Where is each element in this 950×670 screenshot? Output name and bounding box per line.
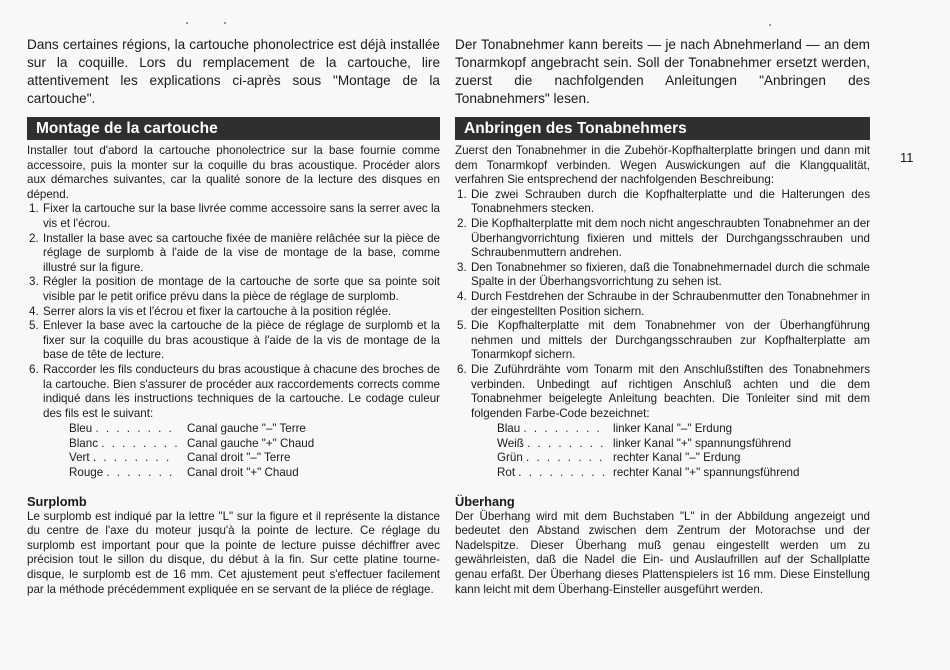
list-item: 2. Die Kopfhalterplatte mit dem noch nicht angeschraubten Tonabnehmer an der Überhangvorrichtung fixieren und mittels der Durchgangsschrauben und Schraubenmuttern andrehen. xyxy=(457,216,870,260)
wire-color-row: Blanc . . . . . . . . Canal gauche "+" Chaud xyxy=(69,436,315,450)
german-wire-color-table xyxy=(497,422,870,480)
french-wire-color-table xyxy=(69,422,440,480)
list-item: 5. Enlever la base avec la cartouche de la pièce de réglage de surplomb et la fixer sur la coquille du bras acoustique à l'aide de la vis de montage de la base de tête de lecture. xyxy=(29,319,440,362)
scan-speck xyxy=(224,22,226,24)
french-intro: Dans certaines régions, la cartouche phonolectrice est déjà installée sur la coquille. Lors du remplacement de la cartouche, lire attentivement les explications ci-après sous "Montage de la cartouche". xyxy=(27,37,440,106)
german-section-heading: Anbringen des Tonabnehmers xyxy=(455,117,870,140)
wire-color-row: Bleu . . . . . . . . Canal gauche "–" Terre xyxy=(69,422,306,436)
german-subheading: Überhang xyxy=(455,493,515,509)
wire-color-row: Rot . . . . . . . . . rechter Kanal "+" spannungsführend xyxy=(497,466,800,480)
german-intro: Der Tonabnehmer kann bereits — je nach Abnehmerland — an dem Tonarmkopf angebracht sein. Soll der Tonabnehmer ersetzt werden, zuerst die nachfolgenden Anleitungen "Anbringen des Tonabnehmers" lesen. xyxy=(455,37,870,106)
list-item: 1. Fixer la cartouche sur la base livrée comme accessoire sans la serrer avec la vis et l'écrou. xyxy=(29,202,440,230)
list-item: 5. Die Kopfhalterplatte mit dem Tonabnehmer von der Überhangführung nehmen und mittels der Durchgangsschrauben zur Kopfhalterplatte am Tonarmkopf sichern. xyxy=(457,319,870,362)
german-column xyxy=(455,36,870,597)
wire-color-row: Weiß . . . . . . . . linker Kanal "+" spannungsführend xyxy=(497,436,792,450)
scan-speck xyxy=(186,22,188,24)
list-item: 3. Den Tonabnehmer so fixieren, daß die Tonabnehmernadel durch die schmale Spalte in der Überhangsvorrichtung zu sehen ist. xyxy=(457,260,870,289)
french-steps-list xyxy=(27,202,440,421)
german-overhang-text: Der Überhang wird mit dem Buchstaben "L" in der Abbildung angezeigt und bedeutet den Abstand zwischen dem Zentrum der Motorachse und der Nadelspitze. Dieser Überhang muß genau eingestellt werden um zu gewährleisten, daß die Nadel die Ein- und Auslaufrillen auf der Schallplatte genau erfaßt. Der Überhang dieses Plattenspielers ist 16 mm. Diese Einstellung kann leicht mit dem Überhang-Einsteller ausgeführt werden. xyxy=(455,509,870,596)
french-subheading: Surplomb xyxy=(27,493,87,509)
list-item: 3. Régler la position de montage de la cartouche de sorte que sa pointe soit visible par le petit orifice prévu dans la pièce de réglage de surplomb. xyxy=(29,275,440,303)
page-number: 11 xyxy=(900,150,914,165)
german-lead-paragraph: Zuerst den Tonabnehmer in die Zubehör-Kopfhalterplatte bringen und dann mit dem Tonarmkopf verbinden. Wegen Auswickungen auf die Klangqualität, verfahren Sie entsprechend der nachfolgenden Beschreibung: xyxy=(455,144,870,187)
wire-color-row: Grün . . . . . . . . rechter Kanal "–" Erdung xyxy=(497,451,741,465)
french-section-heading: Montage de la cartouche xyxy=(27,117,440,140)
french-lead-paragraph: Installer tout d'abord la cartouche phonolectrice sur la base fournie comme accessoire, puis la monter sur la coquille du bras acoustique. Procéder alors aux démarches suivantes, car la qualité sonore de la lecture des disques en dépend. xyxy=(27,144,440,201)
list-item: 6. Raccorder les fils conducteurs du bras acoustique à chacune des broches de la cartouche. Bien s'assurer de procéder aux raccordements corrects comme indiqué dans les instructions techniques de la cartouche. Le codage culeur des fils est le suivant: xyxy=(29,362,440,420)
list-item: 4. Serrer alors la vis et l'écrou et fixer la cartouche à la position réglée. xyxy=(29,304,392,318)
french-column xyxy=(27,36,440,597)
wire-color-row: Rouge . . . . . . . Canal droit "+" Chaud xyxy=(69,466,299,480)
scan-speck xyxy=(769,24,771,26)
list-item: 1. Die zwei Schrauben durch die Kopfhalterplatte und die Halterungen des Tonabnehmers stecken. xyxy=(457,187,870,216)
wire-color-row: Blau . . . . . . . . linker Kanal "–" Erdung xyxy=(497,422,733,436)
wire-color-row: Vert . . . . . . . . Canal droit "–" Terre xyxy=(69,451,291,465)
list-item: 6. Die Zuführdrähte vom Tonarm mit den Anschlußstiften des Tonabnehmers verbinden. Unbedingt auf richtigen Anschluß achten und die dem Tonabnehmer beigelegte Anleitung beachten. Die Tonleiter sind mit dem folgenden Farbe-Code bezeichnet: xyxy=(457,362,870,420)
list-item: 4. Durch Festdrehen der Schraube in der Schraubenmutter den Tonabnehmer in der eingestellten Position sichern. xyxy=(457,289,870,318)
list-item: 2. Installer la base avec sa cartouche fixée de manière relâchée sur la pièce de réglage de surplomb à l'aide de la vise de montage de la base, comme illustré sur la figure. xyxy=(29,231,440,274)
french-overhang-text: Le surplomb est indiqué par la lettre "L" sur la figure et il représente la distance du centre de l'axe du moteur jusqu'à la pointe de lecture. Ce réglage du surplomb est important pour que la pointe de lecture puisse déchiffrer avec précision tout le sillon du disque, du début à la fin. Sur cette platine tourne-disque, le surplomb est de 16 mm. Cet ajustement peut s'effectuer facilement par la méthode précédemment expliquée en se servant de la pliéce de réglage. xyxy=(27,509,440,596)
german-steps-list xyxy=(455,188,870,422)
